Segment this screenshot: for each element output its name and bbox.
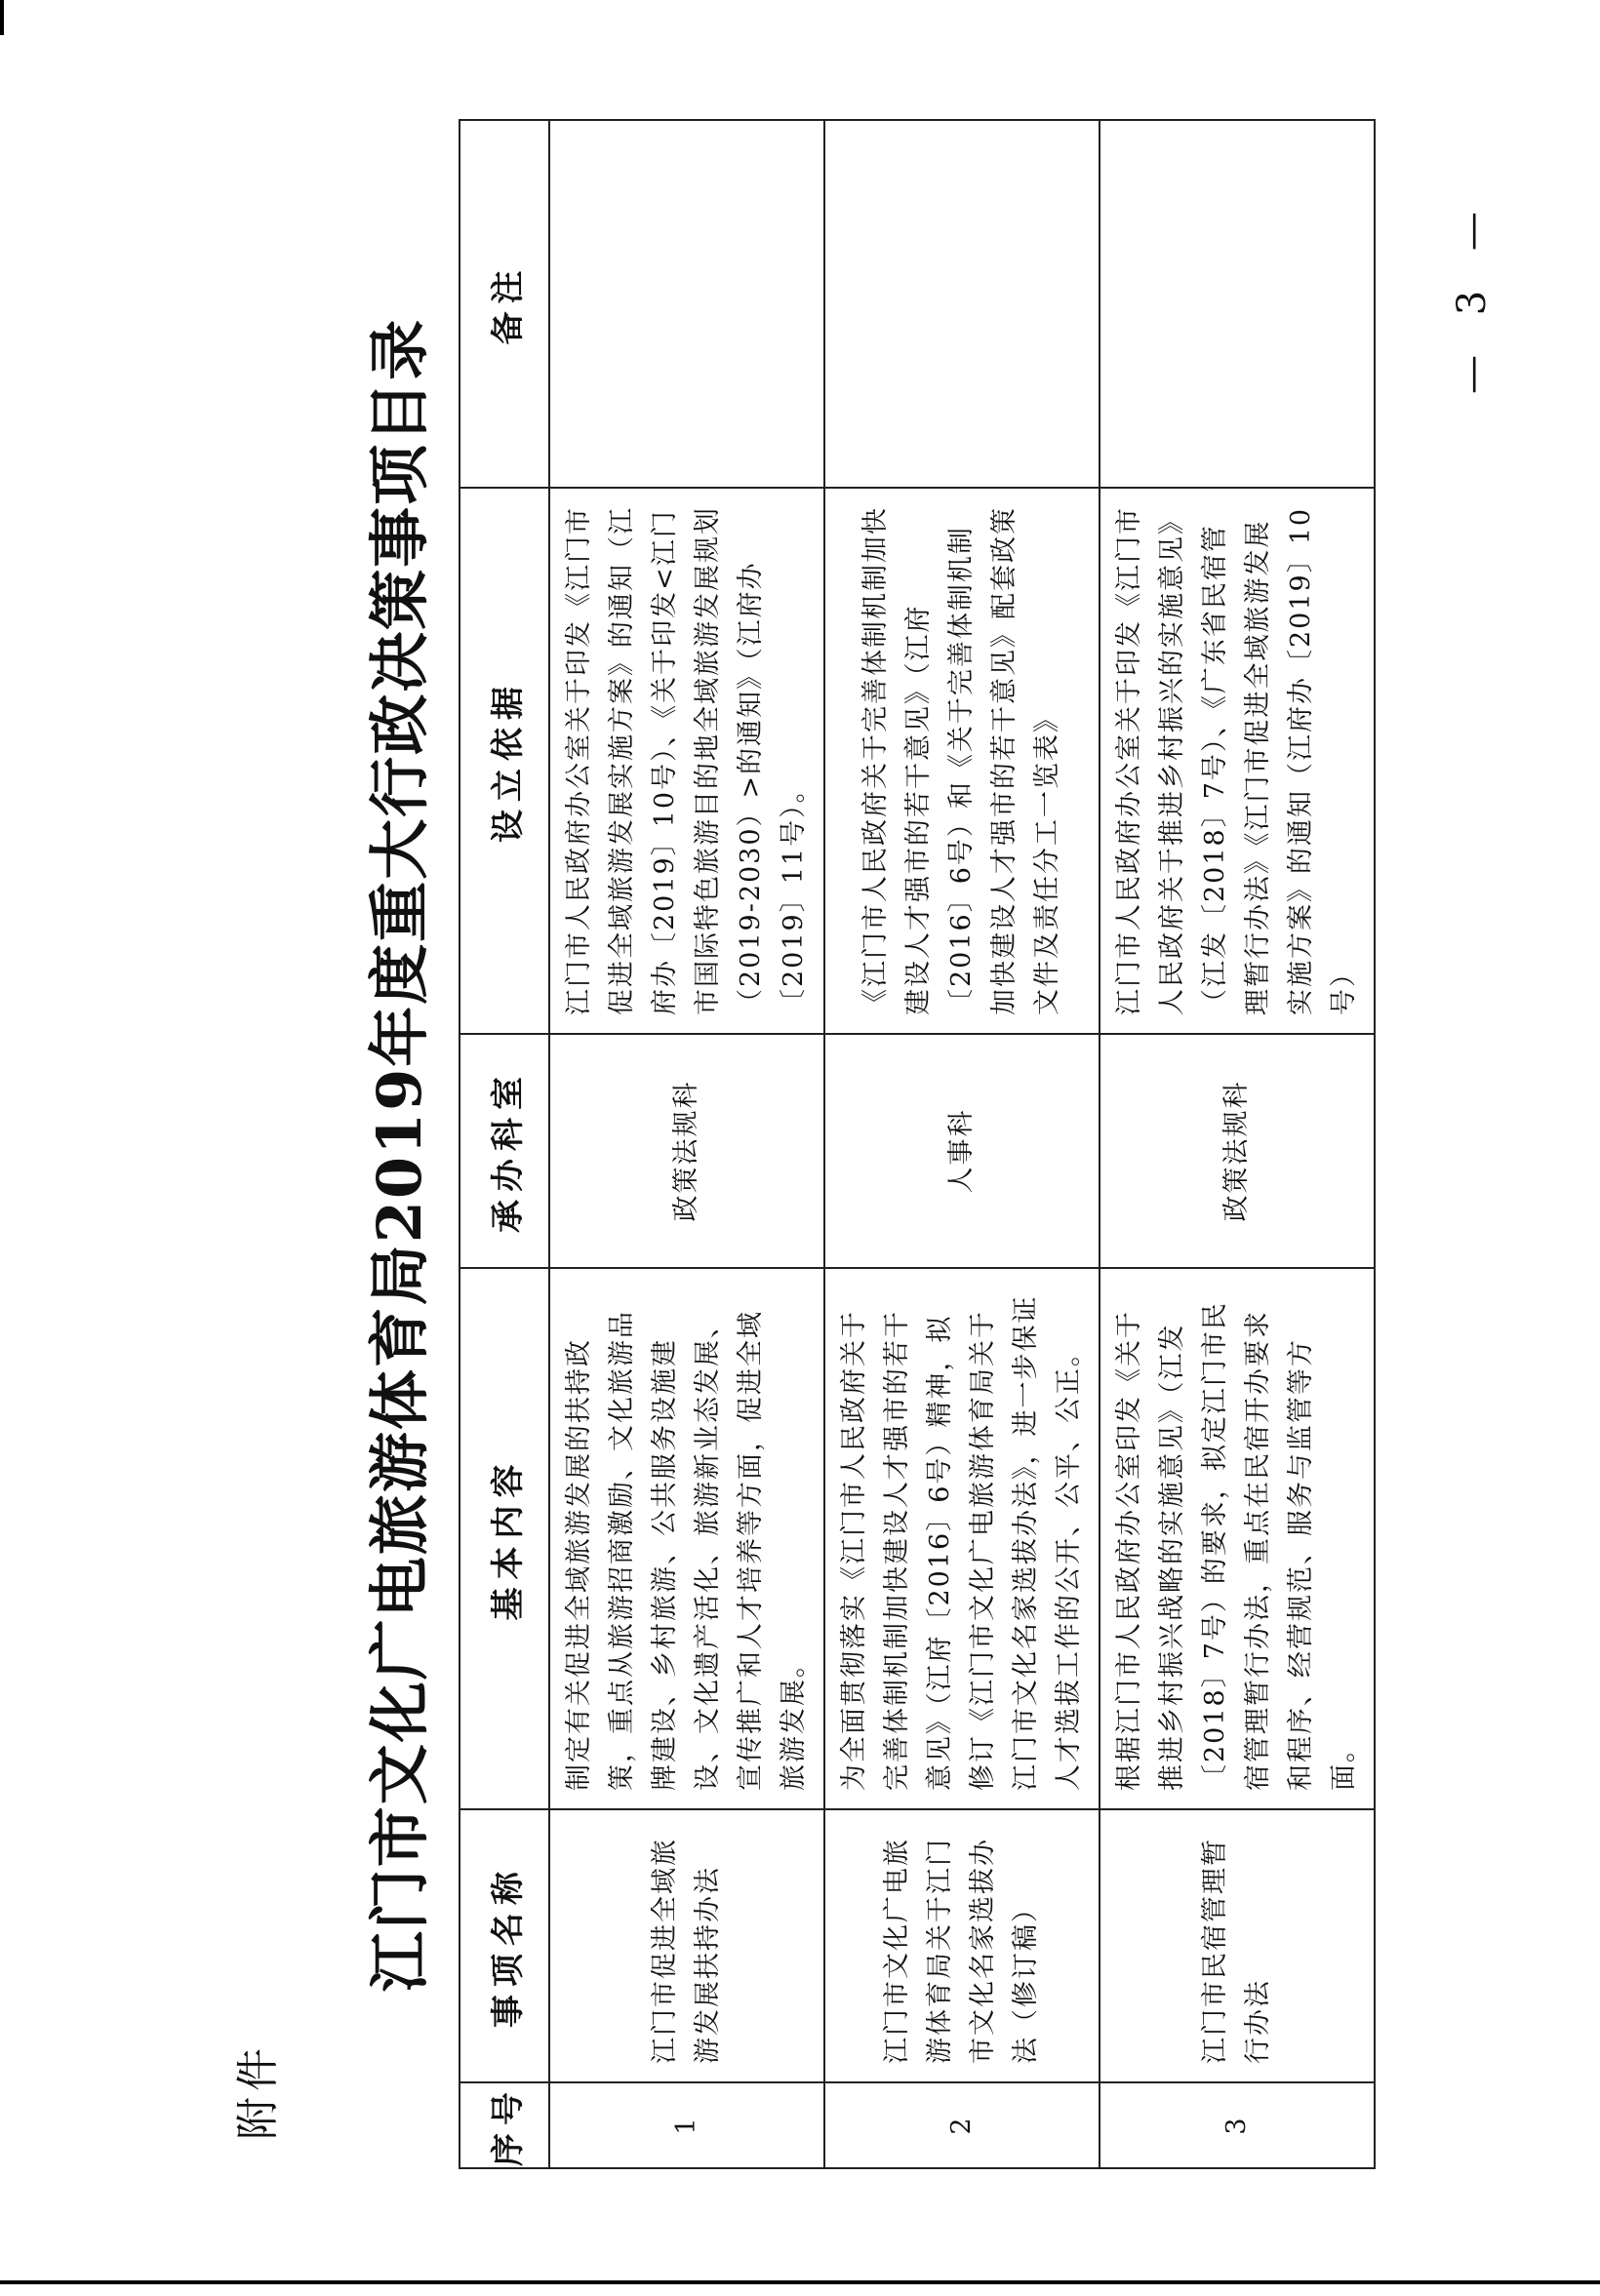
cell-no: 1 [549, 2082, 824, 2168]
decision-table [459, 119, 1376, 2169]
attachment-label: 附件 [233, 2042, 283, 2140]
cell-dept: 人事科 [824, 1034, 1100, 1268]
cell-basis: 江门市人民政府办公室关于印发《江门市促进全域旅游发展实施方案》的通知（江府办〔2019〕10号）、《关于印发<江门市国际特色旅游目的地全域旅游发展规划（2019-2030）>的通知》（江府办〔2019〕11号）。 [549, 488, 824, 1034]
page-number: — 3 — [1450, 198, 1495, 394]
header-dept: 承办科室 [460, 1034, 549, 1268]
page-title: 江门市文化广电旅游体育局2019年度重大行政决策事项目录 [364, 317, 435, 1993]
header-basis: 设立依据 [460, 488, 549, 1034]
cell-no: 3 [1100, 2082, 1375, 2168]
cell-basis: 《江门市人民政府关于完善体制机制加快建设人才强市的若干意见》（江府〔2016〕6号）和《关于完善体制机制加快建设人才强市的若干意见》配套政策文件及责任分工一览表》 [824, 488, 1100, 1034]
table-row [824, 120, 1100, 2168]
header-note: 备注 [460, 120, 549, 488]
header-content: 基本内容 [460, 1268, 549, 1809]
table-header-row [460, 120, 549, 2168]
cell-name: 江门市民宿管理暂行办法 [1100, 1809, 1375, 2082]
cell-content: 为全面贯彻落实《江门市人民政府关于完善体制机制加快建设人才强市的若干意见》（江府〔2016〕6号）精神，拟修订《江门市文化广电旅游体育局关于江门市文化名家选拔办法》，进一步保证人才选拔工作的公开、公平、公正。 [824, 1268, 1100, 1809]
header-no: 序号 [460, 2082, 549, 2168]
cell-content: 根据江门市人民政府办公室印发《关于推进乡村振兴战略的实施意见》（江发〔2018〕7号）的要求，拟定江门市民宿管理暂行办法，重点在民宿开办要求和程序、经营规范、服务与监管等方面。 [1100, 1268, 1375, 1809]
cell-content: 制定有关促进全域旅游发展的扶持政策，重点从旅游招商激励、文化旅游品牌建设、乡村旅游、公共服务设施建设、文化遗产活化、旅游新业态发展、宣传推广和人才培养等方面，促进全域旅游发展。 [549, 1268, 824, 1809]
table-row [549, 120, 824, 2168]
cell-no: 2 [824, 2082, 1100, 2168]
cell-name: 江门市文化广电旅游体育局关于江门市文化名家选拔办法（修订稿） [824, 1809, 1100, 2082]
cell-note [824, 120, 1100, 488]
cell-basis: 江门市人民政府办公室关于印发《江门市人民政府关于推进乡村振兴的实施意见》（江发〔2018〕7号）、《广东省民宿管理暂行办法》《江门市促进全域旅游发展实施方案》的通知（江府办〔2019〕10号） [1100, 488, 1375, 1034]
cell-note [1100, 120, 1375, 488]
cell-name: 江门市促进全域旅游发展扶持办法 [549, 1809, 824, 2082]
cell-dept: 政策法规科 [1100, 1034, 1375, 1268]
header-name: 事项名称 [460, 1809, 549, 2082]
cell-note [549, 120, 824, 488]
cell-dept: 政策法规科 [549, 1034, 824, 1268]
table-row [1100, 120, 1375, 2168]
